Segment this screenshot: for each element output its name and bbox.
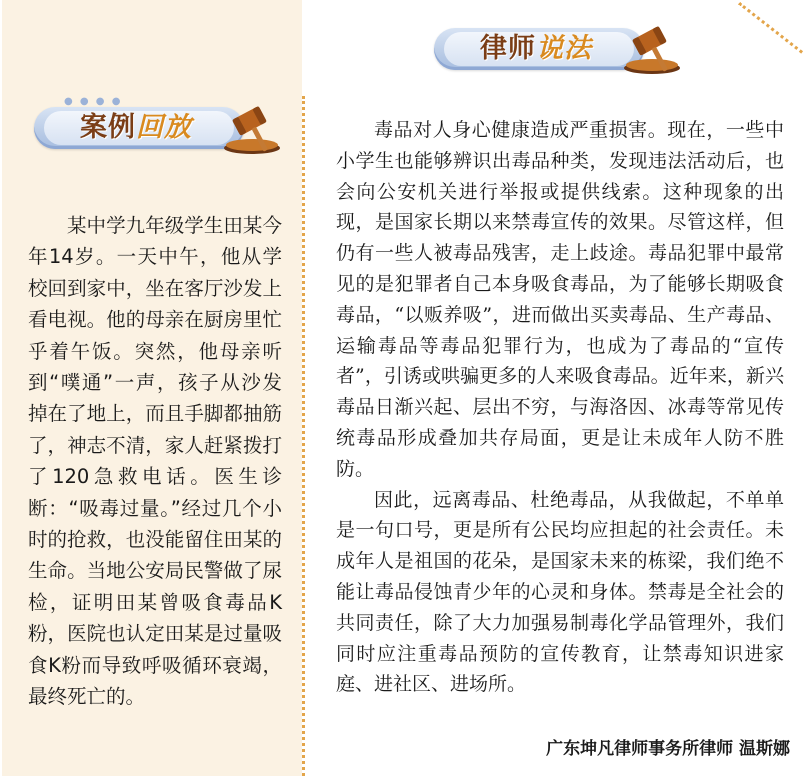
- case-title-accent: 回放: [136, 112, 192, 143]
- gavel-icon: [622, 16, 698, 76]
- law-title: [480, 32, 592, 66]
- gavel-icon: [222, 96, 298, 156]
- case-body-text: 某中学九年级学生田某今年14岁。一天中午，他从学校回到家中，坐在客厅沙发上看电视。他的母亲在厨房里忙乎着午饭。突然，他母亲听到“噗通”一声，孩子从沙发掉在了地上，而且手脚都抽筋了，神志不清，家人赶紧拨打了120急救电话。医生诊断：“吸毒过量。”经过几个小时的抢救，也没能留住田某的生命。当地公安局民警做了尿检，证明田某曾吸食毒品K粉，医院也认定田某是过量吸食K粉而导致呼吸循环衰竭，最终死亡的。: [28, 214, 282, 709]
- badge-dots-decoration: ● ● ● ●: [64, 96, 123, 107]
- law-title-accent: 说法: [536, 33, 592, 64]
- author-signature: 广东坤凡律师事务所律师 温斯娜: [546, 739, 790, 759]
- law-title-main: 律师: [480, 33, 536, 64]
- law-paragraph-2: 因此，远离毒品、杜绝毒品，从我做起，不单单是一句口号，更是所有公民均应担起的社会责任。未成年人是祖国的花朵，是国家未来的栋梁，我们绝不能让毒品侵蚀青少年的心灵和身体。禁毒是全社会的共同责任，除了大力加强易制毒化学品管理外，我们同时应注重毒品预防的宣传教育，让禁毒知识进家庭、进社区、进场所。: [336, 488, 784, 696]
- dotted-divider: [302, 96, 305, 776]
- case-title: [80, 111, 192, 145]
- dotted-corner-decoration: [736, 2, 803, 57]
- case-title-main: 案例: [80, 112, 136, 143]
- law-body-text: [336, 115, 784, 700]
- law-paragraph-1: 毒品对人身心健康造成严重损害。现在，一些中小学生也能够辨识出毒品种类，发现违法活动后，也会向公安机关进行举报或提供线索。这种现象的出现，是国家长期以来禁毒宣传的效果。尽管这样，但仍有一些人被毒品残害，走上歧途。毒品犯罪中最常见的是犯罪者自己本身吸食毒品，为了能够长期吸食毒品，“以贩养吸”，进而做出买卖毒品、生产毒品、运输毒品等毒品犯罪行为，也成为了毒品的“宣传者”，引诱或哄骗更多的人来吸食毒品。近年来，新兴毒品日渐兴起、层出不穷，与海洛因、冰毒等常见传统毒品形成叠加共存局面，更是让未成年人防不胜防。: [336, 119, 784, 480]
